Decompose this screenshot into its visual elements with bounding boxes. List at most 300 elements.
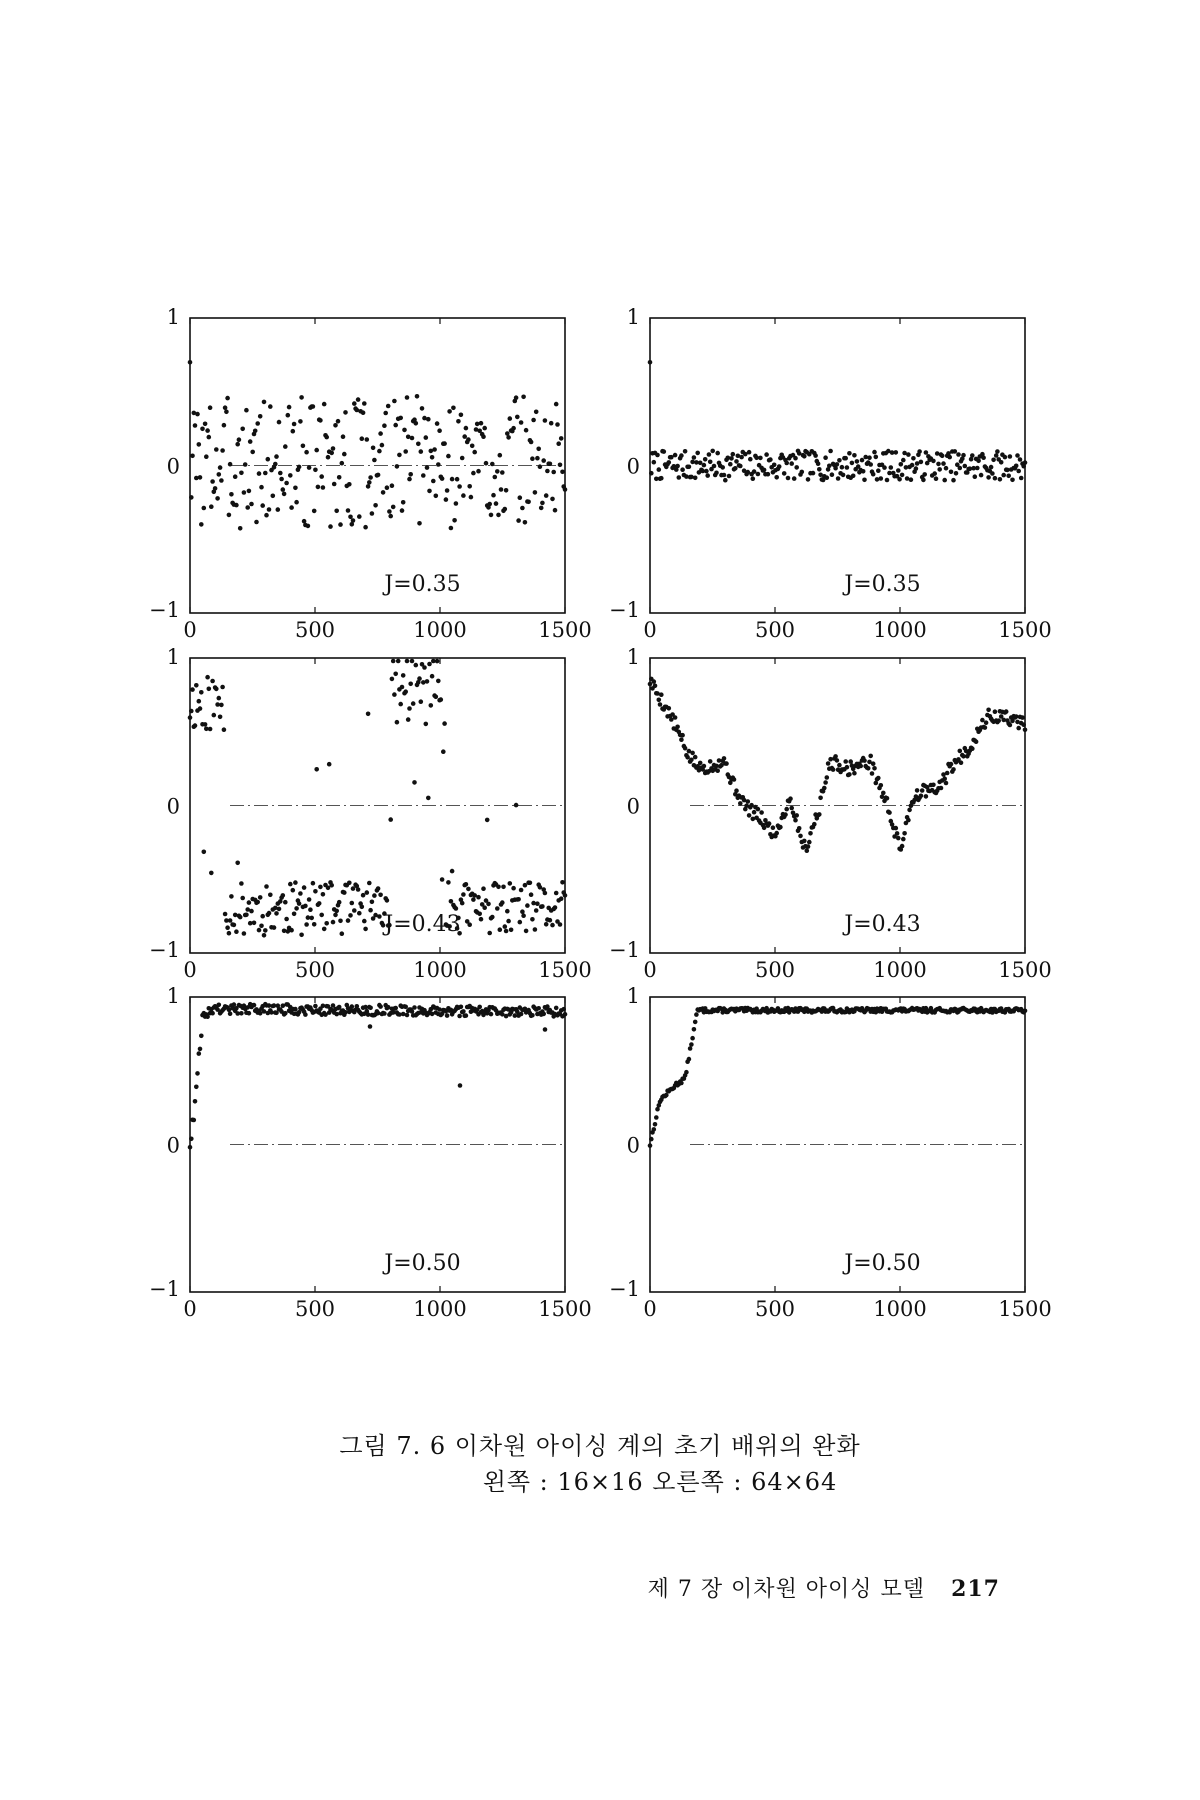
- data-point: [523, 520, 528, 525]
- data-point: [240, 896, 245, 901]
- data-point: [229, 894, 234, 899]
- data-point: [1020, 715, 1025, 720]
- data-point: [690, 1036, 695, 1041]
- data-point: [362, 919, 367, 924]
- data-point: [258, 895, 263, 900]
- data-point: [277, 420, 282, 425]
- data-point: [979, 473, 984, 478]
- data-point: [538, 464, 543, 469]
- data-point: [738, 464, 743, 469]
- y-tick-label: −1: [149, 1277, 180, 1301]
- caption-title: 그림 7. 6 이차원 아이싱 계의 초기 배위의 완화: [339, 1432, 861, 1460]
- x-tick-label: 500: [294, 618, 336, 642]
- data-point: [503, 924, 508, 929]
- data-point: [402, 428, 407, 433]
- data-point: [210, 679, 215, 684]
- data-point: [368, 1006, 373, 1011]
- data-point: [797, 826, 802, 831]
- data-point: [217, 472, 222, 477]
- data-point: [431, 479, 436, 484]
- data-point: [956, 452, 961, 457]
- data-point: [348, 913, 353, 918]
- data-point: [835, 462, 840, 467]
- data-point: [734, 788, 739, 793]
- data-point: [205, 675, 210, 680]
- data-point: [541, 458, 546, 463]
- data-point: [548, 462, 553, 467]
- data-point: [1003, 455, 1008, 460]
- data-point: [800, 470, 805, 475]
- data-point: [329, 451, 334, 456]
- data-point: [417, 676, 422, 681]
- data-point: [472, 450, 477, 455]
- data-point: [297, 1010, 302, 1015]
- data-point: [503, 507, 508, 512]
- data-point: [276, 507, 281, 512]
- data-point: [871, 761, 876, 766]
- data-point: [467, 922, 472, 927]
- data-point: [393, 1006, 398, 1011]
- data-point: [722, 756, 727, 761]
- data-point: [214, 687, 219, 692]
- data-point: [377, 449, 382, 454]
- data-point: [826, 761, 831, 766]
- data-point: [882, 465, 887, 470]
- data-point: [837, 763, 842, 768]
- data-point: [395, 720, 400, 725]
- data-point: [227, 513, 232, 518]
- data-point: [198, 706, 203, 711]
- data-point: [243, 462, 248, 467]
- data-point: [366, 484, 371, 489]
- data-point: [264, 513, 269, 518]
- data-point: [544, 493, 549, 498]
- data-point: [667, 460, 672, 465]
- y-tick-label: 0: [166, 794, 180, 819]
- data-point: [198, 475, 203, 480]
- data-point: [524, 929, 529, 934]
- data-point: [792, 476, 797, 481]
- data-point: [321, 892, 326, 897]
- data-point: [429, 703, 434, 708]
- data-point: [536, 1006, 541, 1011]
- data-point: [279, 477, 284, 482]
- data-point: [328, 524, 333, 529]
- data-point: [193, 1099, 198, 1104]
- data-point: [974, 739, 979, 744]
- data-point: [1019, 476, 1024, 481]
- data-point: [759, 810, 764, 815]
- data-point: [887, 810, 892, 815]
- data-point: [317, 901, 322, 906]
- data-point: [559, 896, 564, 901]
- data-point: [511, 426, 516, 431]
- data-point: [457, 484, 462, 489]
- data-point: [889, 465, 894, 470]
- data-point: [936, 462, 941, 467]
- data-point: [416, 442, 421, 447]
- data-point: [392, 692, 397, 697]
- data-point: [479, 917, 484, 922]
- data-point: [657, 467, 662, 472]
- data-point: [698, 761, 703, 766]
- data-point: [649, 1137, 654, 1142]
- data-point: [319, 474, 324, 479]
- data-point: [1023, 1009, 1028, 1014]
- data-point: [563, 1012, 568, 1017]
- data-point: [268, 404, 273, 409]
- data-point: [999, 460, 1004, 465]
- data-point: [461, 1009, 466, 1014]
- data-point: [304, 450, 309, 455]
- data-point: [690, 751, 695, 756]
- data-point: [520, 506, 525, 511]
- data-point: [424, 722, 429, 727]
- data-point: [493, 475, 498, 480]
- data-point: [287, 405, 292, 410]
- data-point: [218, 465, 223, 470]
- y-tick-label: 1: [626, 645, 640, 669]
- data-point: [831, 767, 836, 772]
- data-point: [481, 886, 486, 891]
- data-point: [274, 911, 279, 916]
- data-point: [311, 404, 316, 409]
- data-point: [774, 475, 779, 480]
- data-point: [197, 699, 202, 704]
- data-point: [520, 909, 525, 914]
- data-point: [299, 933, 304, 938]
- data-point: [931, 459, 936, 464]
- data-point: [980, 718, 985, 723]
- x-tick-label: 0: [183, 1297, 197, 1321]
- data-point: [390, 483, 395, 488]
- data-point: [861, 469, 866, 474]
- data-point: [455, 477, 460, 482]
- data-point: [654, 1115, 659, 1120]
- data-point: [805, 848, 810, 853]
- data-point: [1016, 726, 1021, 731]
- data-point: [722, 473, 727, 478]
- data-point: [479, 421, 484, 426]
- data-point: [347, 881, 352, 886]
- x-tick-label: 1500: [538, 958, 592, 982]
- data-point: [516, 897, 521, 902]
- data-point: [284, 481, 289, 486]
- data-point: [212, 713, 217, 718]
- data-point: [511, 886, 516, 891]
- data-point: [436, 679, 441, 684]
- data-point: [683, 746, 688, 751]
- data-point: [385, 898, 390, 903]
- data-point: [461, 493, 466, 498]
- data-point: [194, 1085, 199, 1090]
- data-point: [984, 720, 989, 725]
- data-point: [866, 766, 871, 771]
- data-point: [944, 466, 949, 471]
- data-point: [816, 461, 821, 466]
- data-point: [452, 518, 457, 523]
- data-point: [555, 422, 560, 427]
- data-point: [447, 409, 452, 414]
- data-point: [714, 471, 719, 476]
- data-point: [245, 505, 250, 510]
- data-point: [1004, 709, 1009, 714]
- data-point: [748, 457, 753, 462]
- data-point: [321, 485, 326, 490]
- data-point: [363, 927, 368, 932]
- data-point: [393, 423, 398, 428]
- data-point: [254, 520, 259, 525]
- data-point: [875, 477, 880, 482]
- data-point: [202, 506, 207, 511]
- data-point: [235, 442, 240, 447]
- data-point: [400, 508, 405, 513]
- data-point: [837, 458, 842, 463]
- data-point: [902, 831, 907, 836]
- data-point: [652, 460, 657, 465]
- data-point: [679, 1081, 684, 1086]
- data-point: [411, 701, 416, 706]
- data-point: [845, 465, 850, 470]
- data-point: [415, 394, 420, 399]
- data-point: [823, 780, 828, 785]
- scatter-panel-right-bottom: [609, 984, 1052, 1321]
- data-point: [917, 449, 922, 454]
- data-point: [817, 812, 822, 817]
- data-point: [253, 429, 258, 434]
- data-point: [684, 1070, 689, 1075]
- data-point: [906, 452, 911, 457]
- data-point: [234, 929, 239, 934]
- data-point: [188, 1145, 193, 1150]
- data-point: [715, 768, 720, 773]
- data-point: [378, 1004, 383, 1009]
- figure-caption: [0, 1428, 1200, 1500]
- data-point: [756, 807, 761, 812]
- data-point: [322, 402, 327, 407]
- scatter-panel-right-middle: [609, 645, 1052, 982]
- data-point: [442, 441, 447, 446]
- data-point: [847, 772, 852, 777]
- data-point: [924, 450, 929, 455]
- data-point: [436, 462, 441, 467]
- x-tick-label: 500: [754, 618, 796, 642]
- data-point: [430, 674, 435, 679]
- data-point: [248, 439, 253, 444]
- data-point: [262, 933, 267, 938]
- data-point: [553, 905, 558, 910]
- data-point: [817, 467, 822, 472]
- data-point: [662, 449, 667, 454]
- data-point: [360, 436, 365, 441]
- data-point: [872, 766, 877, 771]
- data-point: [356, 887, 361, 892]
- data-point: [993, 709, 998, 714]
- data-point: [466, 887, 471, 892]
- data-point: [376, 886, 381, 891]
- data-point: [825, 475, 830, 480]
- data-point: [203, 422, 208, 427]
- data-point: [689, 1042, 694, 1047]
- data-point: [870, 771, 875, 776]
- data-point: [410, 659, 415, 664]
- data-point: [901, 837, 906, 842]
- data-point: [307, 465, 312, 470]
- data-point: [426, 796, 431, 801]
- x-tick-label: 1500: [538, 1297, 592, 1321]
- data-point: [900, 844, 905, 849]
- data-point: [563, 893, 568, 898]
- data-point: [304, 922, 309, 927]
- y-tick-label: 1: [626, 305, 640, 329]
- data-point: [342, 890, 347, 895]
- y-tick-label: 1: [166, 984, 180, 1008]
- data-point: [467, 484, 472, 489]
- data-point: [937, 467, 942, 472]
- data-point: [259, 485, 264, 490]
- data-point: [896, 468, 901, 473]
- data-point: [378, 893, 383, 898]
- data-point: [752, 469, 757, 474]
- data-point: [363, 525, 368, 530]
- data-point: [940, 454, 945, 459]
- data-point: [1018, 457, 1023, 462]
- data-point: [505, 909, 510, 914]
- data-point: [830, 472, 835, 477]
- data-point: [414, 421, 419, 426]
- y-tick-label: 1: [166, 645, 180, 669]
- data-point: [247, 900, 252, 905]
- data-point: [798, 834, 803, 839]
- data-point: [852, 453, 857, 458]
- data-point: [459, 413, 464, 418]
- data-point: [554, 1006, 559, 1011]
- data-point: [777, 464, 782, 469]
- data-point: [683, 449, 688, 454]
- coupling-label: J=0.50: [844, 1251, 921, 1276]
- data-point: [860, 458, 865, 463]
- data-point: [949, 762, 954, 767]
- data-point: [1010, 478, 1015, 483]
- data-point: [539, 506, 544, 511]
- scatter-panel-right-top: [609, 305, 1052, 642]
- data-point: [264, 884, 269, 889]
- data-point: [685, 755, 690, 760]
- data-point: [521, 395, 526, 400]
- data-point: [332, 482, 337, 487]
- data-point: [252, 921, 257, 926]
- data-point: [205, 428, 210, 433]
- data-point: [1021, 722, 1026, 727]
- data-point: [840, 465, 845, 470]
- data-point: [283, 900, 288, 905]
- data-point: [327, 762, 332, 767]
- data-point: [220, 685, 225, 690]
- data-point: [293, 880, 298, 885]
- data-point: [412, 1005, 417, 1010]
- data-point: [746, 799, 751, 804]
- data-point: [734, 459, 739, 464]
- data-point: [554, 402, 559, 407]
- data-point: [219, 478, 224, 483]
- data-point: [942, 478, 947, 483]
- data-point: [862, 758, 867, 763]
- data-point: [910, 463, 915, 468]
- data-point: [727, 474, 732, 479]
- data-point: [558, 463, 563, 468]
- data-point: [515, 415, 520, 420]
- data-point: [490, 915, 495, 920]
- data-point: [487, 502, 492, 507]
- data-point: [548, 918, 553, 923]
- data-point: [238, 915, 243, 920]
- data-point: [949, 470, 954, 475]
- data-point: [664, 1093, 669, 1098]
- data-point: [945, 771, 950, 776]
- data-point: [823, 455, 828, 460]
- data-point: [958, 749, 963, 754]
- data-point: [309, 916, 314, 921]
- data-point: [419, 699, 424, 704]
- coupling-label: J=0.35: [384, 572, 461, 597]
- data-point: [427, 489, 432, 494]
- data-point: [197, 442, 202, 447]
- data-point: [843, 456, 848, 461]
- data-point: [386, 404, 391, 409]
- data-point: [190, 687, 195, 692]
- y-tick-label: −1: [609, 1277, 640, 1301]
- data-point: [462, 434, 467, 439]
- data-point: [941, 461, 946, 466]
- data-point: [260, 503, 265, 508]
- data-point: [758, 456, 763, 461]
- data-point: [336, 419, 341, 424]
- x-tick-label: 0: [643, 1297, 657, 1321]
- data-point: [419, 449, 424, 454]
- data-point: [199, 522, 204, 527]
- data-point: [835, 758, 840, 763]
- data-point: [998, 477, 1003, 482]
- data-point: [496, 513, 501, 518]
- data-point: [667, 706, 672, 711]
- data-point: [932, 471, 937, 476]
- data-point: [408, 472, 413, 477]
- data-point: [188, 360, 193, 365]
- data-point: [687, 465, 692, 470]
- data-point: [499, 487, 504, 492]
- data-point: [705, 473, 710, 478]
- data-point: [313, 468, 318, 473]
- data-point: [263, 928, 268, 933]
- data-point: [406, 717, 411, 722]
- data-point: [301, 444, 306, 449]
- scatter-panel-left-middle: [149, 645, 592, 982]
- data-point: [401, 673, 406, 678]
- data-point: [487, 931, 492, 936]
- data-point: [461, 892, 466, 897]
- data-point: [994, 453, 999, 458]
- data-point: [476, 895, 481, 900]
- data-point: [915, 788, 920, 793]
- data-point: [693, 755, 698, 760]
- data-point: [879, 783, 884, 788]
- data-point: [398, 416, 403, 421]
- data-point: [695, 451, 700, 456]
- data-point: [311, 881, 316, 886]
- data-point: [450, 869, 455, 874]
- data-point: [291, 888, 296, 893]
- data-point: [260, 914, 265, 919]
